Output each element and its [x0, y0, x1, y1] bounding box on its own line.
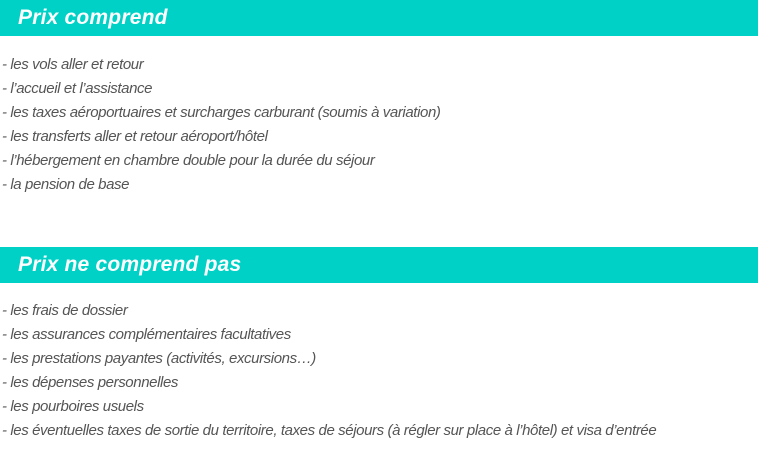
price-excludes-header-bar	[0, 247, 758, 283]
list-item: - les frais de dossier	[2, 302, 128, 319]
price-excludes-title: Prix ne comprend pas	[18, 253, 242, 276]
list-item: - la pension de base	[2, 176, 130, 193]
list-item: - les taxes aéroportuaires et surcharges carburant (soumis à variation)	[2, 104, 441, 121]
list-item: - l’hébergement en chambre double pour la durée du séjour	[2, 152, 375, 169]
list-item: - les prestations payantes (activités, excursions…)	[2, 350, 316, 367]
list-item: - les dépenses personnelles	[2, 374, 178, 391]
list-item: - les vols aller et retour	[2, 56, 144, 73]
list-item: - l’accueil et l’assistance	[2, 80, 153, 97]
list-item: - les transferts aller et retour aéroport/hôtel	[2, 128, 268, 145]
price-includes-list	[0, 36, 758, 197]
section-price-excludes	[0, 247, 758, 443]
price-includes-title: Prix comprend	[18, 6, 168, 29]
price-includes-header-bar	[0, 0, 758, 36]
price-excludes-list	[0, 283, 758, 443]
list-item: - les pourboires usuels	[2, 398, 144, 415]
list-item: - les assurances complémentaires facultatives	[2, 326, 291, 343]
list-item: - les éventuelles taxes de sortie du territoire, taxes de séjours (à régler sur place à l’hôtel) et visa d’entrée	[2, 422, 657, 439]
section-price-includes	[0, 0, 758, 197]
